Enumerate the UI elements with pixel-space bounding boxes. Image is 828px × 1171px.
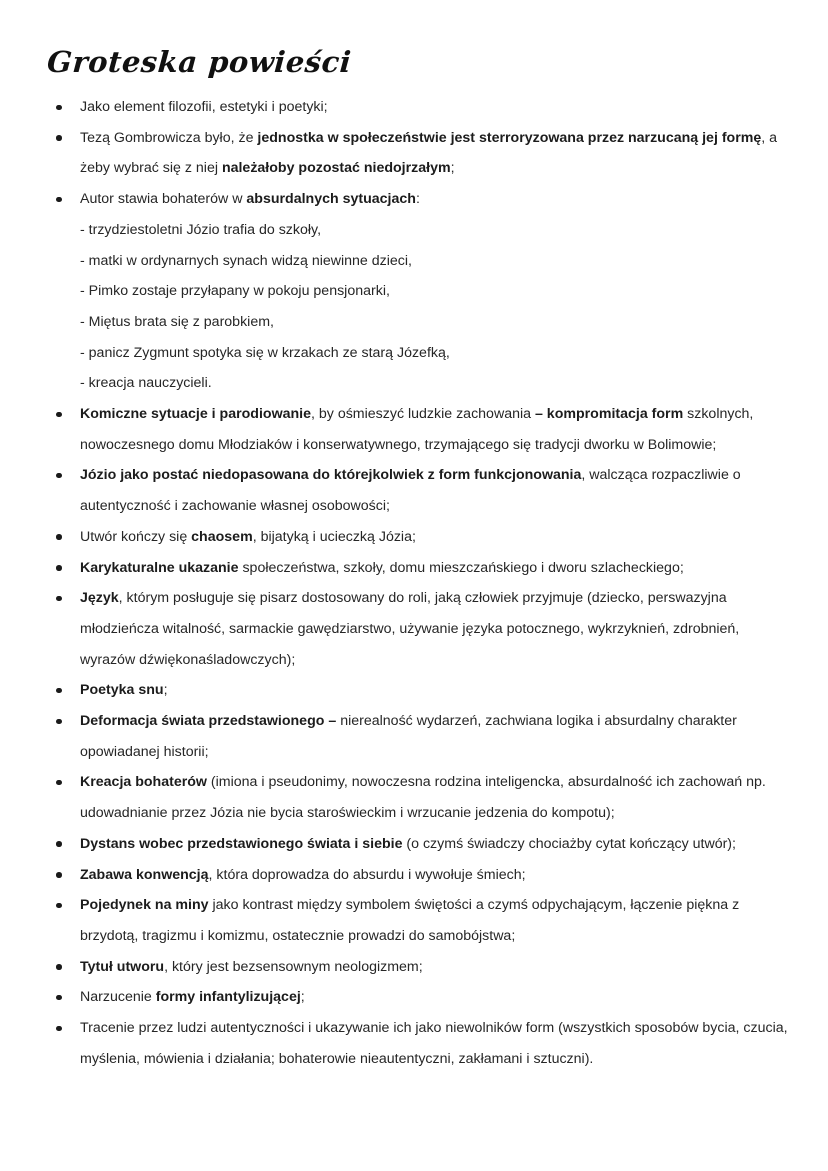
list-item — [80, 982, 794, 1013]
bold-text: Kreacja bohaterów — [80, 774, 207, 791]
list-item-text — [80, 406, 753, 453]
list-item-text — [80, 529, 416, 545]
list-item-text — [80, 774, 766, 821]
bullet-icon — [56, 197, 62, 203]
bold-text: Tytuł utworu — [80, 958, 165, 975]
plain-text: , którym posługuje się pisarz dostosowany do roli, jaką człowiek przyjmuje (dziecko, perswazyjna młodzieńcza witalność, sarmackie gawędziarstwo, używanie języka potocznego, wykrzyknień, zdrobnień, wyrazów dźwiękonaśladowczych); — [80, 590, 740, 668]
plain-text: , bijatyką i ucieczką Józia; — [252, 528, 416, 545]
bullet-icon — [56, 719, 62, 725]
bullet-list — [46, 92, 794, 1075]
plain-text: szkolnych, nowoczesnego domu Młodziaków i konserwatywnego, trzymającego się tradycji dworku w Bolimowie; — [80, 406, 754, 453]
plain-text: ; — [163, 682, 168, 699]
bullet-icon — [56, 534, 62, 540]
list-item — [80, 829, 794, 860]
bullet-icon — [56, 872, 62, 878]
list-item — [80, 399, 794, 460]
plain-text: ; — [450, 160, 455, 177]
plain-text: społeczeństwa, szkoły, domu mieszczańskiego i dworu szlacheckiego; — [238, 559, 684, 576]
sub-list-line: - matki w ordynarnych synach widzą niewinne dzieci, — [80, 252, 412, 269]
plain-text: , by ośmieszyć ludzkie zachowania — [311, 406, 535, 423]
bold-text: chaosem — [191, 528, 253, 545]
bullet-icon — [56, 841, 62, 847]
list-item — [80, 184, 794, 399]
sub-list-line: - Pimko zostaje przyłapany w pokoju pensjonarki, — [80, 283, 390, 300]
plain-text: ; — [300, 989, 305, 1006]
list-item-text — [80, 897, 739, 944]
bullet-icon — [56, 995, 62, 1001]
plain-text: Utwór kończy się — [80, 528, 192, 545]
plain-text: jako kontrast między symbolem świętości a czymś odpychającym, łączenie piękna z brzydotą, tragizmu i komizmu, ostatecznie prowadzi do samobójstwa; — [80, 897, 740, 944]
bold-text: Poetyka snu — [80, 682, 164, 699]
list-item — [80, 706, 794, 767]
plain-text: Jako element filozofii, estetyki i poetyki; — [80, 99, 328, 115]
bold-text: – kompromitacja form — [534, 406, 684, 423]
bullet-icon — [56, 688, 62, 694]
plain-text: , która doprowadza do absurdu i wywołuje śmiech; — [208, 866, 526, 883]
plain-text: (imiona i pseudonimy, nowoczesna rodzina inteligencka, absurdalność ich zachowań np. udowadnianie przez Józia nie bycia staroświeckim i wrzucanie jedzenia do kompotu); — [80, 774, 766, 822]
plain-text: Tezą Gombrowicza było, że — [80, 129, 258, 146]
bold-text: absurdalnych sytuacjach — [246, 191, 416, 208]
list-item — [80, 92, 794, 123]
list-item — [80, 675, 794, 706]
list-item — [80, 1013, 794, 1074]
bullet-icon — [56, 473, 62, 479]
list-item-text — [80, 191, 420, 207]
list-item — [80, 952, 794, 983]
list-item-text — [80, 682, 168, 698]
bullet-icon — [56, 780, 62, 786]
list-item-text — [80, 867, 526, 883]
plain-text: Narzucenie — [80, 989, 156, 1006]
list-item-text — [80, 959, 423, 975]
list-item — [80, 860, 794, 891]
plain-text: : — [415, 191, 420, 208]
page-title: Groteska powieści — [46, 45, 353, 79]
plain-text: nierealność wydarzeń, zachwiana logika i absurdalny charakter opowiadanej historii; — [80, 713, 737, 760]
list-item — [80, 583, 794, 675]
plain-text: , który jest bezsensownym neologizmem; — [164, 958, 423, 975]
list-item — [80, 890, 794, 951]
list-item-text — [80, 1020, 788, 1067]
plain-text: Autor stawia bohaterów w — [80, 191, 247, 208]
bold-text: Józio jako postać niedopasowana do którejkolwiek z form funkcjonowania — [80, 467, 582, 484]
bullet-icon — [56, 1026, 62, 1032]
bullet-icon — [56, 565, 62, 571]
bullet-icon — [56, 903, 62, 909]
list-item-text — [80, 467, 741, 514]
list-item-text — [80, 130, 777, 177]
bullet-icon — [56, 412, 62, 418]
bold-text: Deformacja świata przedstawionego – — [80, 713, 337, 730]
plain-text: (o czymś świadczy chociażby cytat kończący utwór); — [402, 835, 736, 852]
plain-text: , a żeby wybrać się z niej — [80, 129, 778, 177]
list-item — [80, 767, 794, 828]
bold-text: formy infantylizującej — [155, 989, 301, 1006]
bullet-icon — [56, 596, 62, 602]
list-item-text — [80, 713, 737, 760]
plain-text: , walcząca rozpaczliwie o autentyczność i zachowanie własnej osobowości; — [80, 467, 741, 515]
list-item-text — [80, 590, 739, 667]
bold-text: Język — [80, 590, 119, 607]
list-item-text — [80, 560, 684, 576]
list-item — [80, 553, 794, 584]
bold-text: Karykaturalne ukazanie — [80, 559, 239, 576]
sub-list-line: - Miętus brata się z parobkiem, — [80, 313, 274, 330]
list-item — [80, 460, 794, 521]
bold-text: Komiczne sytuacje i parodiowanie — [80, 406, 312, 423]
list-item — [80, 123, 794, 184]
bold-text: jednostka w społeczeństwie jest sterroryzowana przez narzucaną jej formę — [257, 129, 762, 146]
bullet-icon — [56, 135, 62, 141]
list-item-text — [80, 99, 328, 115]
list-item — [80, 522, 794, 553]
sub-list-line: - panicz Zygmunt spotyka się w krzakach ze starą Józefką, — [80, 344, 450, 361]
list-item-text — [80, 989, 305, 1005]
bullet-icon — [56, 105, 62, 111]
sub-list-line: - trzydziestoletni Józio trafia do szkoły, — [80, 221, 322, 238]
bullet-icon — [56, 964, 62, 970]
bold-text: Pojedynek na miny — [80, 897, 209, 914]
list-item-text — [80, 836, 736, 852]
bold-text: Zabawa konwencją — [80, 866, 209, 883]
bold-text: należałoby pozostać niedojrzałym — [221, 160, 451, 177]
bold-text: Dystans wobec przedstawionego świata i siebie — [80, 835, 403, 852]
sub-list-line: - kreacja nauczycieli. — [80, 375, 212, 392]
plain-text: Tracenie przez ludzi autentyczności i ukazywanie ich jako niewolników form (wszystkich sposobów bycia, czucia, myślenia, mówienia i działania; bohaterowie nieautentyczni, zakłamani i sztuczni). — [80, 1020, 788, 1067]
